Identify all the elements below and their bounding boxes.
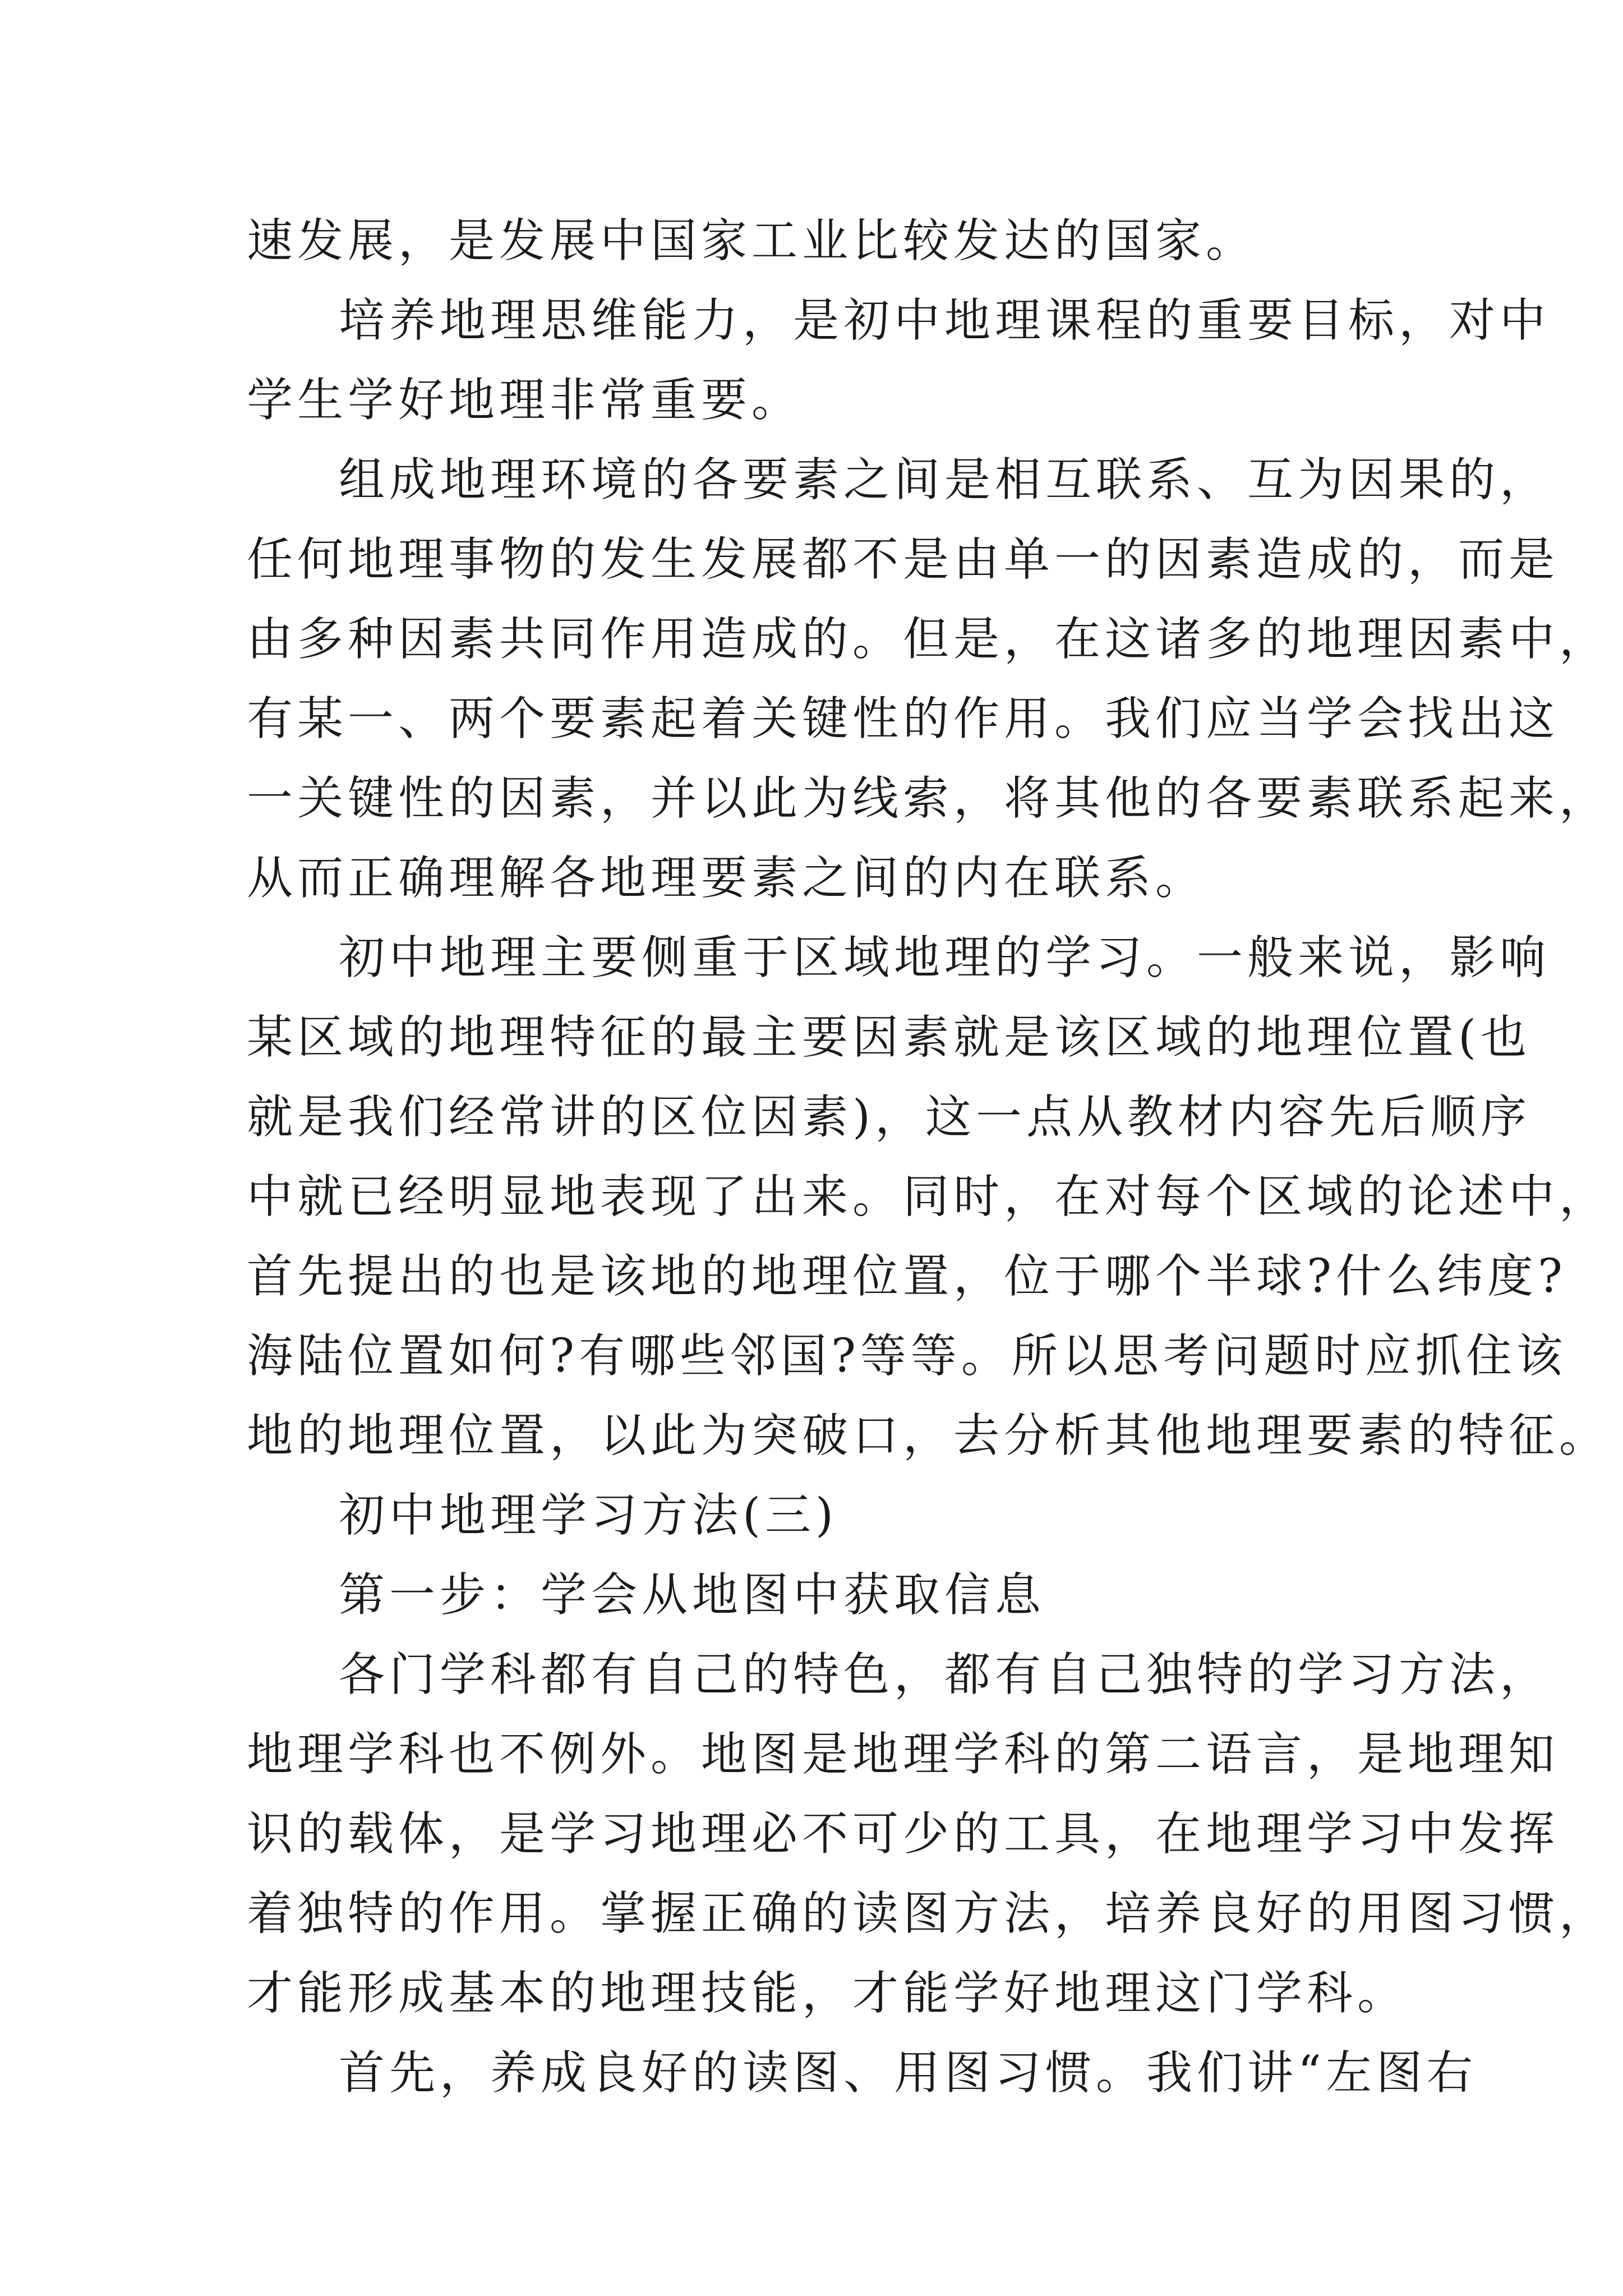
text-line: 初中地理主要侧重于区域地理的学习。一般来说，影响: [339, 931, 1551, 984]
text-line: 着独特的作用。掌握正确的读图方法，培养良好的用图习惯，: [247, 1887, 1610, 1940]
text-line: 才能形成基本的地理技能，才能学好地理这门学科。: [247, 1967, 1408, 2020]
text-line: 中就已经明显地表现了出来。同时，在对每个区域的论述中，: [247, 1170, 1610, 1223]
text-line: 各门学科都有自己的特色，都有自己独特的学习方法，: [339, 1648, 1551, 1701]
text-line: 一关键性的因素，并以此为线索，将其他的各要素联系起来，: [247, 772, 1610, 825]
text-line: 首先提出的也是该地的地理位置，位于哪个半球?什么纬度?: [247, 1250, 1567, 1303]
text-line: 就是我们经常讲的区位因素)，这一点从教材内容先后顺序: [247, 1091, 1531, 1144]
text-line: 某区域的地理特征的最主要因素就是该区域的地理位置(也: [247, 1011, 1531, 1064]
text-line: 速发展，是发展中国家工业比较发达的国家。: [247, 214, 1257, 268]
text-line: 由多种因素共同作用造成的。但是，在这诸多的地理因素中，: [247, 613, 1610, 666]
text-line: 有某一、两个要素起着关键性的作用。我们应当学会找出这: [247, 692, 1560, 746]
text-line: 从而正确理解各地理要素之间的内在联系。: [247, 852, 1206, 905]
text-line: 组成地理环境的各要素之间是相互联系、互为因果的，: [339, 453, 1551, 507]
text-line: 识的载体，是学习地理必不可少的工具，在地理学习中发挥: [247, 1807, 1560, 1861]
text-line: 任何地理事物的发生发展都不是由单一的因素造成的，而是: [247, 533, 1560, 586]
text-line: 学生学好地理非常重要。: [247, 374, 803, 427]
text-line: 地理学科也不例外。地图是地理学科的第二语言，是地理知: [247, 1728, 1560, 1781]
step-heading: 第一步：学会从地图中获取信息: [339, 1568, 1046, 1622]
text-line: 海陆位置如何?有哪些邻国?等等。所以思考问题时应抓住该: [247, 1329, 1567, 1383]
text-line: 培养地理思维能力，是初中地理课程的重要目标，对中: [339, 294, 1551, 347]
section-heading: 初中地理学习方法(三): [339, 1489, 838, 1542]
text-line: 首先，养成良好的读图、用图习惯。我们讲“左图右: [339, 2046, 1477, 2100]
text-line: 地的地理位置，以此为突破口，去分析其他地理要素的特征。: [247, 1409, 1610, 1462]
